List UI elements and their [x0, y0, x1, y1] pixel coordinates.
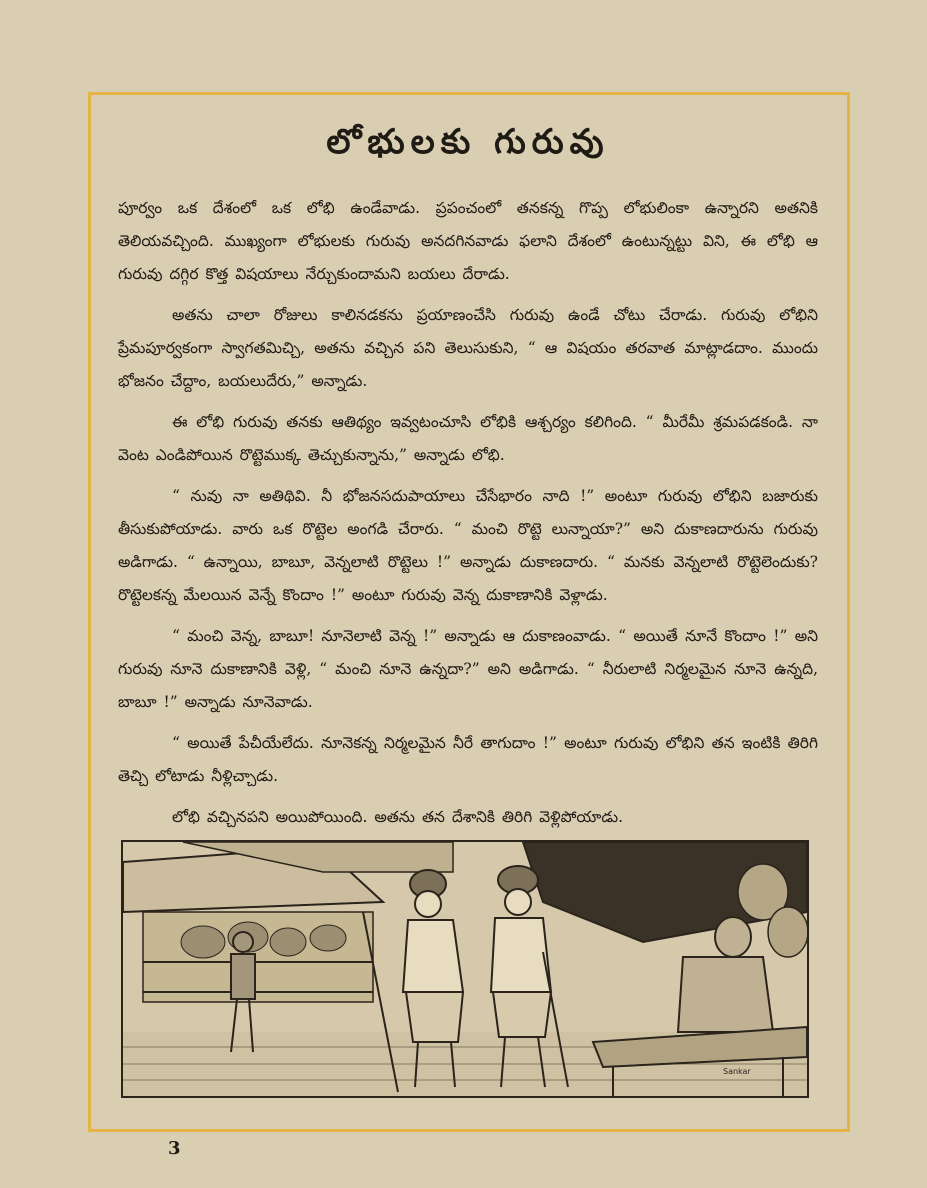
page-number: 3	[168, 1138, 181, 1159]
story-paragraph: “ నువు నా అతిథివి. నీ భోజనసదుపాయాలు చేసేభారం నాది !” అంటూ గురువు లోభిని బజారుకు తీసుకుపోయాడు. వారు ఒక రొట్టెల అంగడి చేరారు. “ మంచి రొట్టె లున్నాయా?” అని దుకాణదారును గురువు అడిగాడు. “ ఉన్నాయి, బాబూ, వెన్నలాటి రొట్టెలు !” అన్నాడు దుకాణదారు. “ మనకు వెన్నలాటి రొట్టెలెందుకు? రొట్టెలకన్న మేలయిన వెన్నే కొందాం !” అంటూ గురువు వెన్న దుకాణానికి వెళ్లాడు.	[118, 487, 818, 604]
artist-signature: Sankar	[723, 1067, 751, 1076]
story-content	[118, 110, 818, 842]
story-paragraph: లోభి వచ్చినపని అయిపోయింది. అతను తన దేశానికి తిరిగి వెళ్లిపోయాడు.	[172, 808, 624, 826]
story-paragraph: పూర్వం ఒక దేశంలో ఒక లోభి ఉండేవాడు. ప్రపంచంలో తనకన్న గొప్ప లోభులింకా ఉన్నారని అతనికి తెలియవచ్చింది. ముఖ్యంగా లోభులకు గురువు అనదగినవాడు ఫలాని దేశంలో ఉంటున్నట్టు విని, ఈ లోభి ఆ గురువు దగ్గిర కొత్త విషయాలు నేర్చుకుందామని బయలు దేరాడు.	[118, 199, 818, 283]
story-paragraph: “ మంచి వెన్న, బాబూ! నూనెలాటి వెన్న !” అన్నాడు ఆ దుకాణంవాడు. “ అయితే నూనే కొందాం !” అని గురువు నూనె దుకాణానికి వెళ్లి, “ మంచి నూనె ఉన్నదా?” అని అడిగాడు. “ నీరులాటి నిర్మలమైన నూనె ఉన్నది, బాబూ !” అన్నాడు నూనెవాడు.	[118, 627, 818, 711]
market-scene-illustration	[121, 840, 809, 1098]
story-paragraph: ఈ లోభి గురువు తనకు ఆతిథ్యం ఇవ్వటంచూసి లోభికి ఆశ్చర్యం కలిగింది. “ మీరేమీ శ్రమపడకండి. నా వెంట ఎండిపోయిన రొట్టెముక్క తెచ్చుకున్నాను,” అన్నాడు లోభి.	[118, 413, 818, 464]
story-paragraph: అతను చాలా రోజులు కాలినడకను ప్రయాణంచేసి గురువు ఉండే చోటు చేరాడు. గురువు లోభిని ప్రేమపూర్వకంగా స్వాగతమిచ్చి, అతను వచ్చిన పని తెలుసుకుని, “ ఆ విషయం తరవాత మాట్లాడదాం. ముందు భోజనం చేద్దాం, బయలుదేరు,” అన్నాడు.	[118, 306, 818, 390]
market-scene-drawing	[123, 842, 807, 1096]
story-title: లోభులకు గురువు	[326, 122, 610, 162]
story-paragraph: “ అయితే పేచీయేలేదు. నూనెకన్న నిర్మలమైన నీరే తాగుదాం !” అంటూ గురువు లోభిని తన ఇంటికి తిరిగి తెచ్చి లోటాడు నీళ్లిచ్చాడు.	[118, 734, 818, 785]
